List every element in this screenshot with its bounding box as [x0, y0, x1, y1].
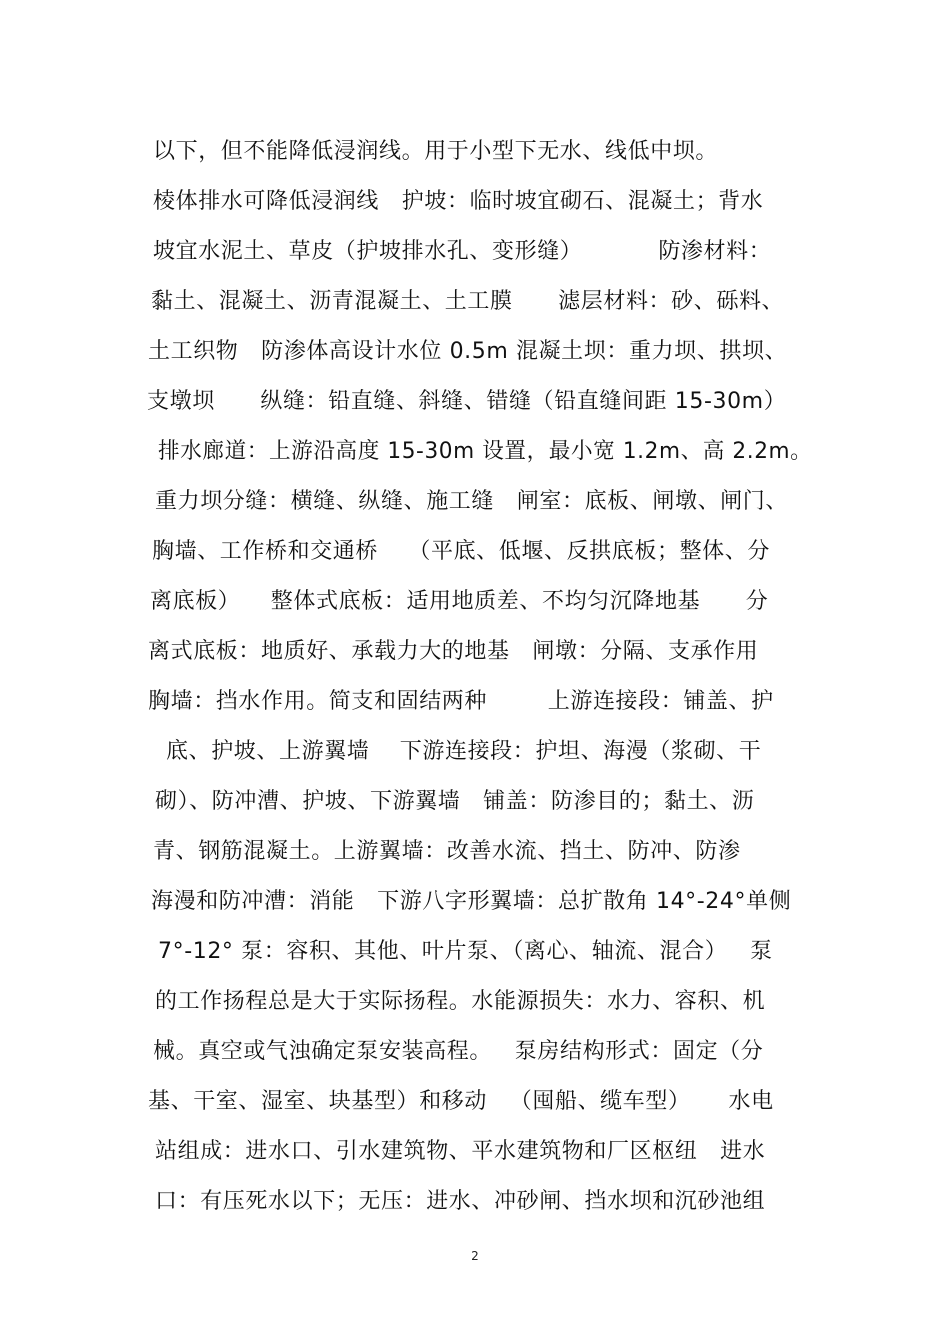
text-line: 排水廊道：上游沿高度 15-30m 设置，最小宽 1.2m、高 2.2m。	[158, 439, 813, 464]
text-line: 离底板） 整体式底板：适用地质差、不均匀沉降地基 分	[150, 589, 769, 614]
text-line: 7°-12° 泵：容积、其他、叶片泵、（离心、轴流、混合） 泵	[158, 939, 773, 964]
text-line: 底、护坡、上游翼墙 下游连接段：护坦、海漫（浆砌、干	[166, 739, 762, 764]
text-line: 械。真空或气浊确定泵安装高程。 泵房结构形式：固定（分	[153, 1039, 764, 1064]
text-line: 口：有压死水以下；无压：进水、冲砂闸、挡水坝和沉砂池组	[155, 1189, 766, 1214]
text-line: 以下，但不能降低浸润线。用于小型下无水、线低中坝。	[153, 139, 719, 164]
text-line: 的工作扬程总是大于实际扬程。水能源损失：水力、容积、机	[155, 989, 766, 1014]
page-number: 2	[471, 1249, 479, 1263]
text-line: 基、干室、湿室、块基型）和移动 （囤船、缆车型） 水电	[148, 1089, 774, 1114]
text-line: 支墩坝 纵缝：铅直缝、斜缝、错缝（铅直缝间距 15-30m）	[147, 389, 787, 414]
text-line: 离式底板：地质好、承载力大的地基 闸墩：分隔、支承作用	[148, 639, 759, 664]
text-line: 重力坝分缝：横缝、纵缝、施工缝 闸室：底板、闸墩、闸门、	[155, 489, 788, 514]
text-line: 土工织物 防渗体高设计水位 0.5m 混凝土坝：重力坝、拱坝、	[148, 339, 788, 364]
text-line: 胸墙：挡水作用。简支和固结两种 上游连接段：铺盖、护	[148, 689, 774, 714]
text-line: 站组成：进水口、引水建筑物、平水建筑物和厂区枢纽 进水	[155, 1139, 766, 1164]
text-line: 坡宜水泥土、草皮（护坡排水孔、变形缝） 防渗材料：	[153, 239, 772, 264]
text-line: 海漫和防冲漕：消能 下游八字形翼墙：总扩散角 14°-24°单侧	[151, 889, 792, 914]
text-line: 胸墙、工作桥和交通桥 （平底、低堰、反拱底板；整体、分	[152, 539, 770, 564]
text-line: 砌）、防冲漕、护坡、下游翼墙 铺盖：防渗目的；黏土、沥	[155, 789, 755, 814]
text-line: 青、钢筋混凝土。上游翼墙：改善水流、挡土、防冲、防渗	[153, 839, 741, 864]
text-line: 棱体排水可降低浸润线 护坡：临时坡宜砌石、混凝土；背水	[153, 189, 764, 214]
text-line: 黏土、混凝土、沥青混凝土、土工膜 滤层材料：砂、砾料、	[151, 289, 785, 314]
